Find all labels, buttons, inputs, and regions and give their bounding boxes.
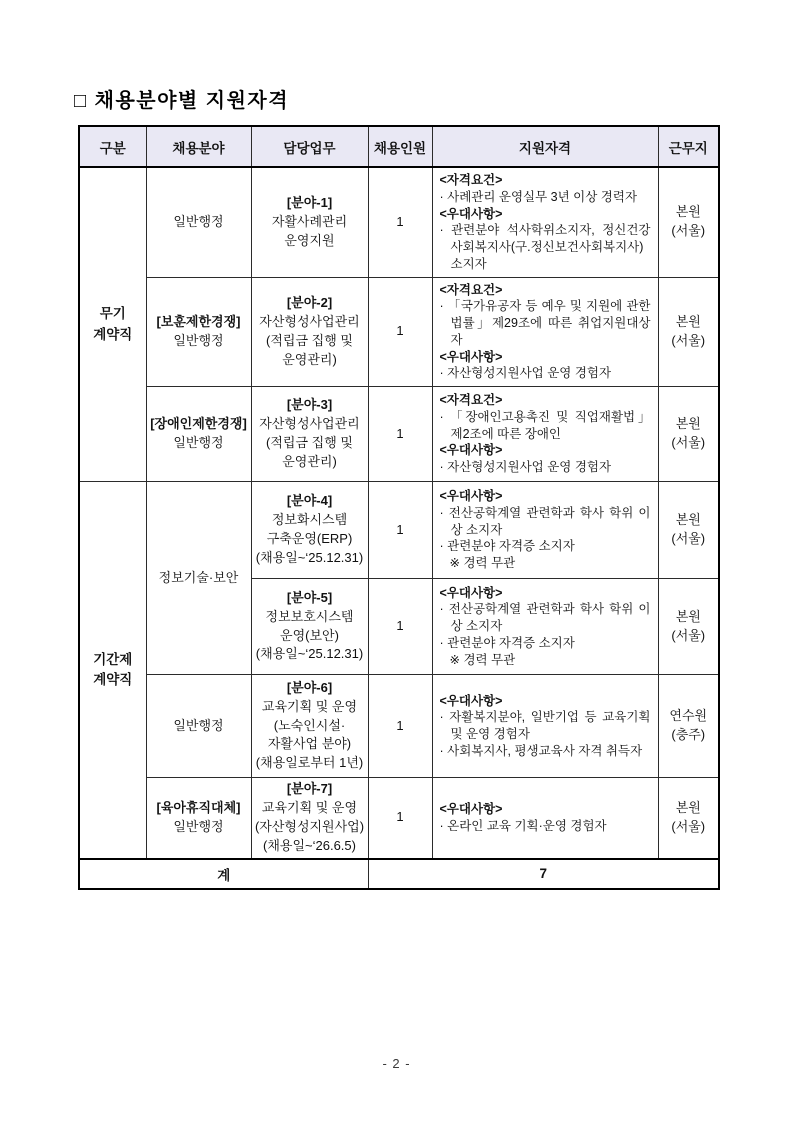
table-row: [79, 778, 719, 859]
cell-duty: [분야-5] 정보보호시스템 운영(보안) (채용일~‘25.12.31): [251, 579, 368, 675]
cell-category-permanent: 무기 계약직: [79, 167, 146, 482]
cell-duty: [분야-2] 자산형성사업관리 (적립금 집행 및 운영관리): [251, 277, 368, 387]
cell-location: 본원 (서울): [658, 778, 719, 859]
cell-field: [육아휴직대체] 일반행정: [146, 778, 251, 859]
table-row: [79, 675, 719, 778]
qualification-table: [78, 125, 720, 890]
cell-count: 1: [368, 778, 432, 859]
table-row: [79, 277, 719, 387]
cell-field: 일반행정: [146, 167, 251, 277]
table-row: [79, 482, 719, 579]
cell-location: 본원 (서울): [658, 579, 719, 675]
cell-duty: [분야-6] 교육기획 및 운영 (노숙인시설· 자활사업 분야) (채용일로부터 1년): [251, 675, 368, 778]
cell-qualifications: <자격요건> · 「장애인고용촉진 및 직업재활법」 제2조에 따른 장애인 <우대사항> · 자산형성지원사업 운영 경험자: [432, 387, 658, 482]
cell-location: 본원 (서울): [658, 482, 719, 579]
header-location: 근무지: [658, 126, 719, 167]
cell-field: [보훈제한경쟁] 일반행정: [146, 277, 251, 387]
cell-location: 본원 (서울): [658, 387, 719, 482]
cell-qualifications: <우대사항> · 자활복지분야, 일반기업 등 교육기획 및 운영 경험자 · 사회복지사, 평생교육사 자격 취득자: [432, 675, 658, 778]
page-number: - 2 -: [382, 1056, 411, 1071]
cell-qualifications: <우대사항> · 전산공학계열 관련학과 학사 학위 이상 소지자 · 관련분야 자격증 소지자 ※ 경력 무관: [432, 482, 658, 579]
total-count: 7: [368, 859, 719, 889]
cell-field: 정보기술·보안: [146, 482, 251, 675]
cell-count: 1: [368, 675, 432, 778]
cell-count: 1: [368, 277, 432, 387]
cell-qualifications: <자격요건> · 「국가유공자 등 예우 및 지원에 관한 법률」제29조에 따른 취업지원대상자 <우대사항> · 자산형성지원사업 운영 경험자: [432, 277, 658, 387]
cell-qualifications: <우대사항> · 온라인 교육 기획·운영 경험자: [432, 778, 658, 859]
cell-duty: [분야-7] 교육기획 및 운영 (자산형성지원사업) (채용일~‘26.6.5): [251, 778, 368, 859]
table-total-row: [79, 859, 719, 889]
cell-qualifications: <우대사항> · 전산공학계열 관련학과 학사 학위 이상 소지자 · 관련분야 자격증 소지자 ※ 경력 무관: [432, 579, 658, 675]
cell-duty: [분야-4] 정보화시스템 구축운영(ERP) (채용일~‘25.12.31): [251, 482, 368, 579]
cell-qualifications: <자격요건> · 사례관리 운영실무 3년 이상 경력자 <우대사항> · 관련분야 석사학위소지자, 정신건강사회복지사(구.정신보건사회복지사) 소지자: [432, 167, 658, 277]
cell-field: [장애인제한경쟁] 일반행정: [146, 387, 251, 482]
cell-category-fixed-term: 기간제 계약직: [79, 482, 146, 859]
total-label: 계: [79, 859, 368, 889]
header-count: 채용인원: [368, 126, 432, 167]
cell-count: 1: [368, 167, 432, 277]
cell-count: 1: [368, 482, 432, 579]
cell-location: 연수원 (충주): [658, 675, 719, 778]
cell-count: 1: [368, 387, 432, 482]
table-row: [79, 387, 719, 482]
header-duty: 담당업무: [251, 126, 368, 167]
header-qualifications: 지원자격: [432, 126, 658, 167]
page-title: □ 채용분야별 지원자격: [74, 90, 290, 112]
header-category: 구분: [79, 126, 146, 167]
cell-location: 본원 (서울): [658, 277, 719, 387]
header-field: 채용분야: [146, 126, 251, 167]
table-row: [79, 167, 719, 277]
cell-count: 1: [368, 579, 432, 675]
cell-duty: [분야-1] 자활사례관리 운영지원: [251, 167, 368, 277]
table-header-row: [79, 126, 719, 167]
cell-field: 일반행정: [146, 675, 251, 778]
cell-location: 본원 (서울): [658, 167, 719, 277]
cell-duty: [분야-3] 자산형성사업관리 (적립금 집행 및 운영관리): [251, 387, 368, 482]
